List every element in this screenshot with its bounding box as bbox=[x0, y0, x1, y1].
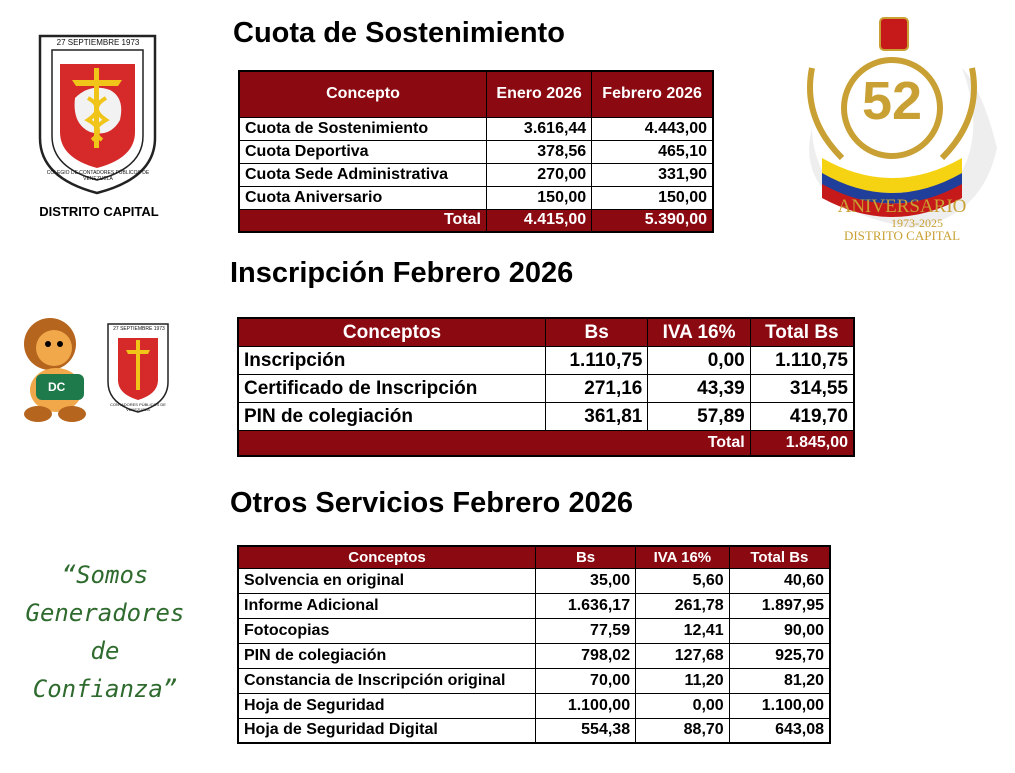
row-concept: Cuota Sede Administrativa bbox=[239, 163, 487, 186]
row-concept: Certificado de Inscripción bbox=[238, 374, 546, 402]
lion-mascot-icon bbox=[8, 314, 104, 424]
row-iva: 0,00 bbox=[648, 346, 750, 374]
section1-header-enero: Enero 2026 bbox=[487, 71, 592, 117]
row-bs: 1.636,17 bbox=[536, 593, 636, 618]
motto-line-3: de bbox=[90, 637, 120, 665]
small-emblem-ring-text: CONTADORES PÚBLICOS DE VENEZUELA bbox=[110, 402, 166, 412]
section1-title: Cuota de Sostenimiento bbox=[233, 17, 565, 49]
section2-header-iva: IVA 16% bbox=[648, 318, 750, 346]
row-bs: 798,02 bbox=[536, 643, 636, 668]
table-row bbox=[239, 117, 713, 140]
section2-header-bs: Bs bbox=[546, 318, 648, 346]
row-total: 1.100,00 bbox=[729, 693, 830, 718]
row-bs: 1.100,00 bbox=[536, 693, 636, 718]
section2-header-row bbox=[238, 318, 854, 346]
total-febrero: 5.390,00 bbox=[592, 209, 713, 232]
row-bs: 554,38 bbox=[536, 718, 636, 743]
row-total: 1.110,75 bbox=[750, 346, 854, 374]
table-row bbox=[238, 618, 830, 643]
row-concept: Informe Adicional bbox=[238, 593, 536, 618]
anniversary-title: ANIVERSARIO bbox=[837, 196, 967, 217]
total-label: Total bbox=[239, 209, 487, 232]
motto-line-2: Generadores bbox=[25, 599, 185, 627]
section3-header-row bbox=[238, 546, 830, 568]
row-bs: 361,81 bbox=[546, 402, 648, 430]
row-febrero: 331,90 bbox=[592, 163, 713, 186]
table-row bbox=[238, 593, 830, 618]
row-concept: Cuota de Sostenimiento bbox=[239, 117, 487, 140]
row-iva: 261,78 bbox=[636, 593, 730, 618]
section2-header-conceptos: Conceptos bbox=[238, 318, 546, 346]
row-iva: 5,60 bbox=[636, 568, 730, 593]
row-enero: 378,56 bbox=[487, 140, 592, 163]
row-total: 314,55 bbox=[750, 374, 854, 402]
section2-total-row bbox=[238, 430, 854, 456]
section3-header-iva: IVA 16% bbox=[636, 546, 730, 568]
section1-table bbox=[238, 70, 714, 233]
row-iva: 12,41 bbox=[636, 618, 730, 643]
motto-line-1: “Somos bbox=[61, 561, 149, 589]
anniversary-badge bbox=[772, 8, 1012, 258]
row-iva: 0,00 bbox=[636, 693, 730, 718]
district-caption: DISTRITO CAPITAL bbox=[39, 204, 159, 219]
row-concept: PIN de colegiación bbox=[238, 643, 536, 668]
emblem-date: 27 SEPTIEMBRE 1973 bbox=[56, 38, 140, 47]
row-enero: 150,00 bbox=[487, 186, 592, 209]
total-label: Total bbox=[238, 430, 750, 456]
row-iva: 43,39 bbox=[648, 374, 750, 402]
row-concept: Constancia de Inscripción original bbox=[238, 668, 536, 693]
row-iva: 127,68 bbox=[636, 643, 730, 668]
row-total: 40,60 bbox=[729, 568, 830, 593]
row-concept: Hoja de Seguridad bbox=[238, 693, 536, 718]
row-bs: 77,59 bbox=[536, 618, 636, 643]
motto bbox=[15, 556, 195, 708]
row-enero: 3.616,44 bbox=[487, 117, 592, 140]
section2-title: Inscripción Febrero 2026 bbox=[230, 257, 574, 289]
section2-header-total: Total Bs bbox=[750, 318, 854, 346]
row-concept: Fotocopias bbox=[238, 618, 536, 643]
anniversary-place: DISTRITO CAPITAL bbox=[843, 228, 961, 243]
anniversary-years: 1973-2025 bbox=[891, 216, 943, 230]
row-concept: Cuota Deportiva bbox=[239, 140, 487, 163]
row-bs: 1.110,75 bbox=[546, 346, 648, 374]
row-concept: PIN de colegiación bbox=[238, 402, 546, 430]
anniversary-number: 52 bbox=[861, 71, 923, 131]
small-emblem-date: 27 SEPTIEMBRE 1973 bbox=[113, 326, 165, 332]
row-total: 81,20 bbox=[729, 668, 830, 693]
section1-header-concepto: Concepto bbox=[239, 71, 487, 117]
colegio-emblem-logo bbox=[30, 28, 165, 198]
table-row bbox=[238, 718, 830, 743]
row-concept: Hoja de Seguridad Digital bbox=[238, 718, 536, 743]
section3-header-bs: Bs bbox=[536, 546, 636, 568]
mascot-shirt-text: DC bbox=[48, 380, 66, 394]
section1-total-row bbox=[239, 209, 713, 232]
table-row bbox=[239, 186, 713, 209]
table-row bbox=[238, 402, 854, 430]
table-row bbox=[238, 693, 830, 718]
section3-header-conceptos: Conceptos bbox=[238, 546, 536, 568]
row-bs: 70,00 bbox=[536, 668, 636, 693]
row-febrero: 150,00 bbox=[592, 186, 713, 209]
row-total: 925,70 bbox=[729, 643, 830, 668]
table-row bbox=[238, 346, 854, 374]
table-row bbox=[238, 374, 854, 402]
small-colegio-emblem bbox=[104, 320, 172, 416]
row-iva: 57,89 bbox=[648, 402, 750, 430]
emblem-ring-text: COLEGIO DE CONTADORES PÚBLICOS DE VENEZUELA bbox=[46, 170, 150, 182]
section1-header-febrero: Febrero 2026 bbox=[592, 71, 713, 117]
row-concept: Cuota Aniversario bbox=[239, 186, 487, 209]
row-febrero: 4.443,00 bbox=[592, 117, 713, 140]
section3-header-total: Total Bs bbox=[729, 546, 830, 568]
row-total: 419,70 bbox=[750, 402, 854, 430]
section3-title: Otros Servicios Febrero 2026 bbox=[230, 487, 633, 519]
row-enero: 270,00 bbox=[487, 163, 592, 186]
row-iva: 88,70 bbox=[636, 718, 730, 743]
section2-table bbox=[237, 317, 855, 457]
row-febrero: 465,10 bbox=[592, 140, 713, 163]
lion-mascot bbox=[8, 314, 104, 424]
total-enero: 4.415,00 bbox=[487, 209, 592, 232]
table-row bbox=[239, 140, 713, 163]
section3-table bbox=[237, 545, 831, 744]
table-row bbox=[238, 643, 830, 668]
row-total: 643,08 bbox=[729, 718, 830, 743]
section1-header-row bbox=[239, 71, 713, 117]
table-row bbox=[238, 568, 830, 593]
motto-line-4: Confianza” bbox=[32, 675, 178, 703]
table-row bbox=[239, 163, 713, 186]
row-concept: Inscripción bbox=[238, 346, 546, 374]
row-total: 1.897,95 bbox=[729, 593, 830, 618]
total-value: 1.845,00 bbox=[750, 430, 854, 456]
row-bs: 271,16 bbox=[546, 374, 648, 402]
row-concept: Solvencia en original bbox=[238, 568, 536, 593]
row-iva: 11,20 bbox=[636, 668, 730, 693]
table-row bbox=[238, 668, 830, 693]
row-total: 90,00 bbox=[729, 618, 830, 643]
row-bs: 35,00 bbox=[536, 568, 636, 593]
